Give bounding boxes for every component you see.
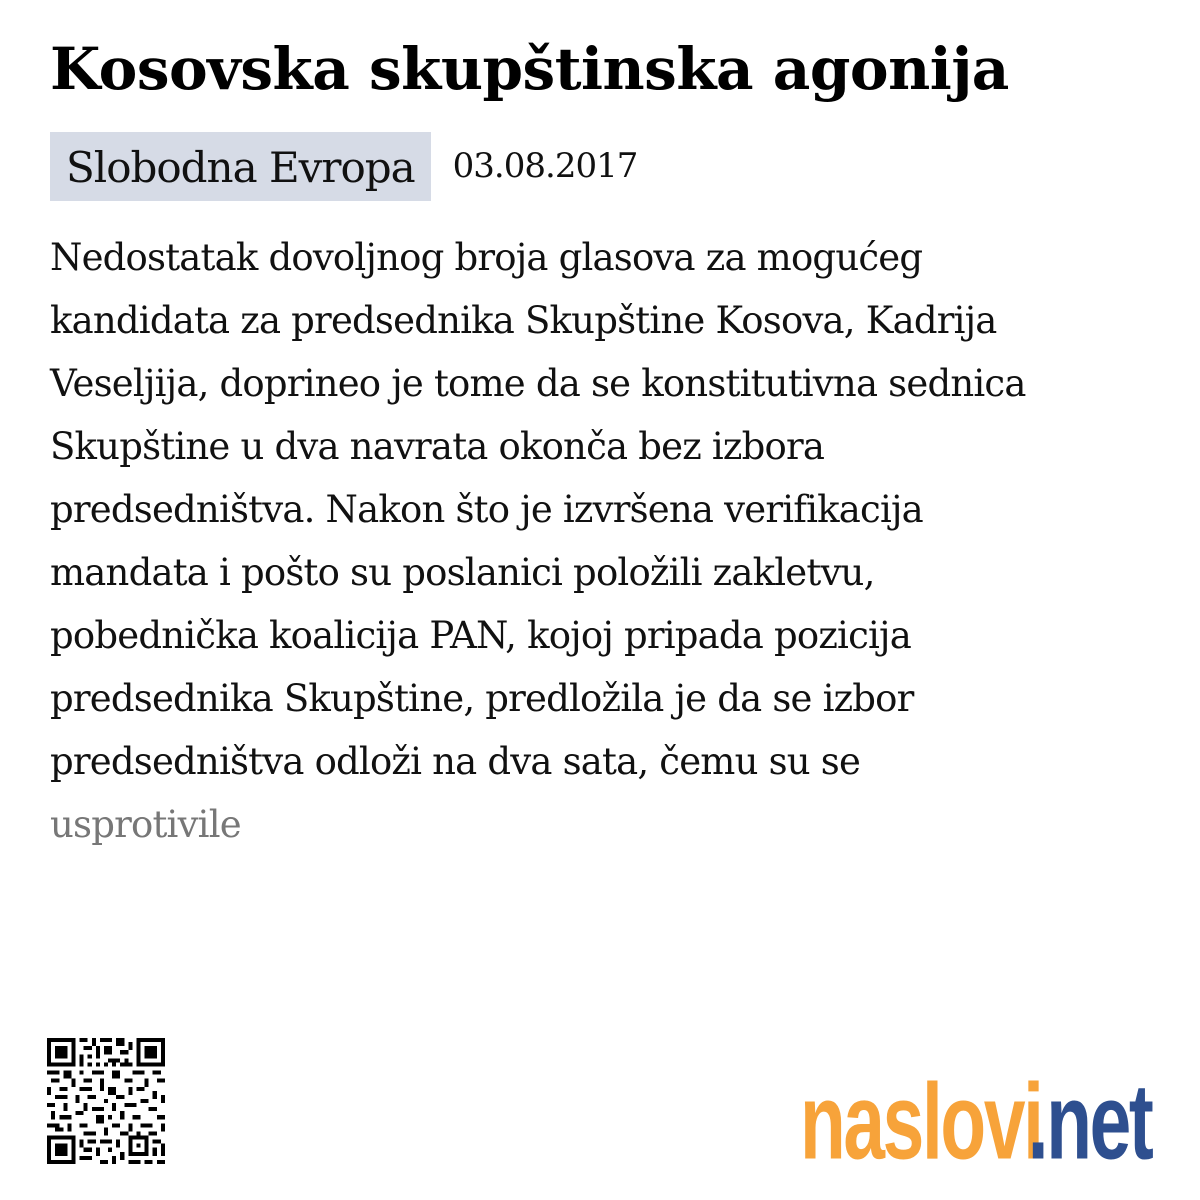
article-line-faded: usprotivile: [50, 803, 241, 846]
naslovi-net-logo[interactable]: [800, 1062, 1170, 1172]
article-line: kandidata za predsednika Skupštine Kosova, Kadrija: [50, 299, 997, 342]
article-line: predsedništva. Nakon što je izvršena verifikacija: [50, 488, 923, 531]
article-line: Veseljija, doprineo je tome da se konstitutivna sednica: [50, 362, 1026, 405]
qr-code-icon[interactable]: [46, 1038, 166, 1164]
article-line: pobednička koalicija PAN, kojoj pripada pozicija: [50, 614, 911, 657]
article-line: Nedostatak dovoljnog broja glasova za mogućeg: [50, 236, 923, 279]
publish-date: 03.08.2017: [452, 146, 638, 186]
logo-net-text: .net: [1027, 1062, 1152, 1172]
article-line: predsedništva odloži na dva sata, čemu su se: [50, 740, 861, 783]
article-meta: [50, 132, 637, 201]
source-badge[interactable]: Slobodna Evropa: [50, 132, 431, 201]
logo-naslovi-text: naslovi: [800, 1062, 1042, 1172]
article-body: [50, 226, 1150, 856]
article-title: Kosovska skupštinska agonija: [50, 35, 1009, 103]
article-line: mandata i pošto su poslanici položili zakletvu,: [50, 551, 875, 594]
article-line: predsednika Skupštine, predložila je da se izbor: [50, 677, 914, 720]
article-line: Skupštine u dva navrata okonča bez izbora: [50, 425, 825, 468]
